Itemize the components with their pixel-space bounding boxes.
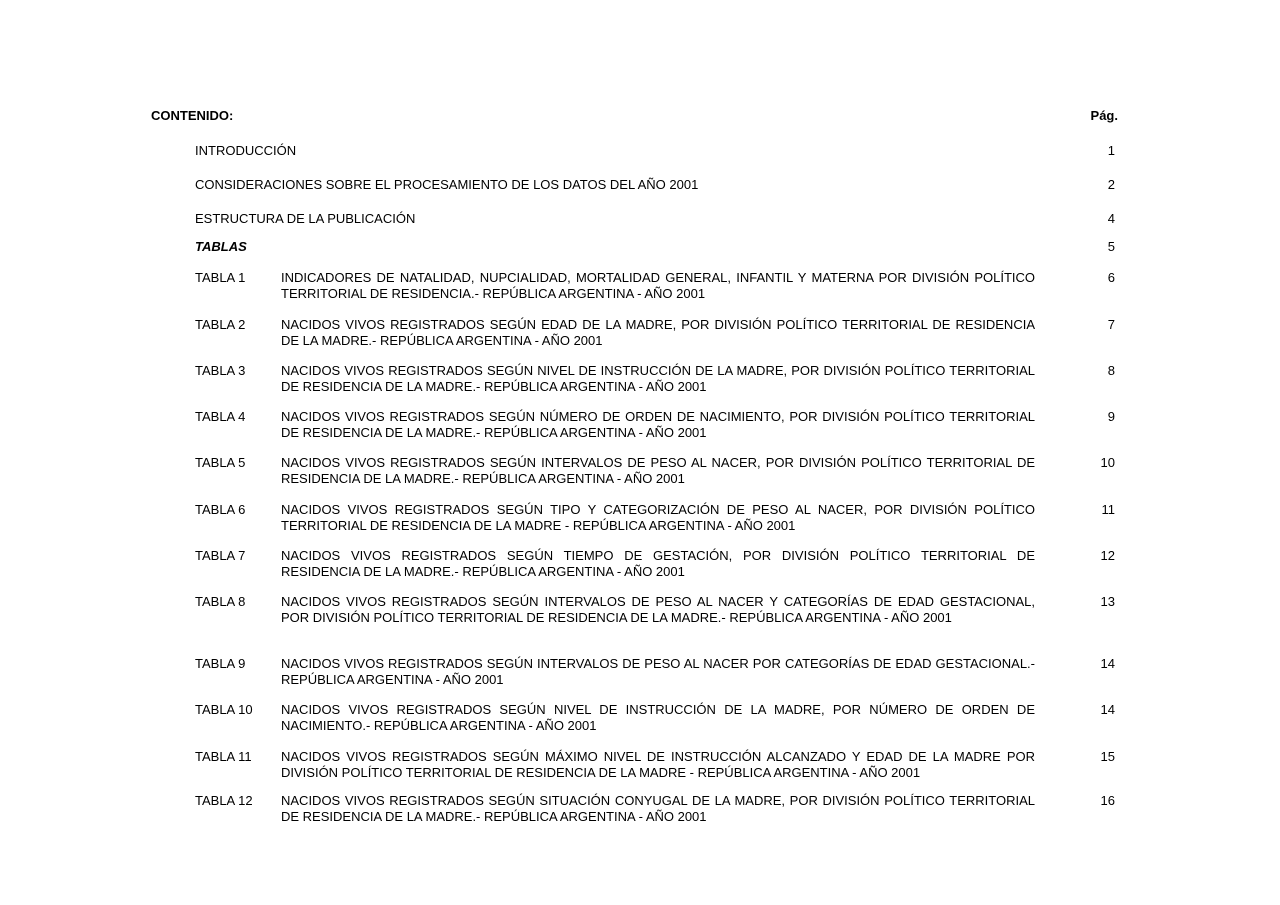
table-number: TABLA 11 xyxy=(195,749,252,764)
table-number: TABLA 9 xyxy=(195,656,246,671)
toc-entry-page: 8 xyxy=(1107,363,1115,378)
toc-entry-label: ESTRUCTURA DE LA PUBLICACIÓN xyxy=(195,211,416,226)
table-description: NACIDOS VIVOS REGISTRADOS SEGÚN TIPO Y CATEGORIZACIÓN DE PESO AL NACER, POR DIVISIÓN POLÍTICO TERRITORIAL DE RESIDENCIA DE LA MADRE - REPÚBLICA ARGENTINA - AÑO 2001 xyxy=(281,502,1035,533)
table-number: TABLA 10 xyxy=(195,702,253,717)
table-description: NACIDOS VIVOS REGISTRADOS SEGÚN EDAD DE LA MADRE, POR DIVISIÓN POLÍTICO TERRITORIAL DE RESIDENCIA DE LA MADRE.- REPÚBLICA ARGENTINA - AÑO 2001 xyxy=(281,317,1035,348)
table-description: NACIDOS VIVOS REGISTRADOS SEGÚN NIVEL DE INSTRUCCIÓN DE LA MADRE, POR NÚMERO DE ORDEN DE NACIMIENTO.- REPÚBLICA ARGENTINA - AÑO 2001 xyxy=(281,702,1035,733)
toc-entry-page: 9 xyxy=(1107,409,1115,424)
toc-entry-page: 2 xyxy=(1107,177,1115,192)
table-description: NACIDOS VIVOS REGISTRADOS SEGÚN TIEMPO DE GESTACIÓN, POR DIVISIÓN POLÍTICO TERRITORIAL DE RESIDENCIA DE LA MADRE.- REPÚBLICA ARGENTINA - AÑO 2001 xyxy=(281,548,1035,579)
table-description: NACIDOS VIVOS REGISTRADOS SEGÚN INTERVALOS DE PESO AL NACER Y CATEGORÍAS DE EDAD GESTACIONAL, POR DIVISIÓN POLÍTICO TERRITORIAL DE RESIDENCIA DE LA MADRE.- REPÚBLICA ARGENTINA - AÑO 2001 xyxy=(281,594,1035,625)
contents-heading: CONTENIDO: xyxy=(151,108,234,123)
toc-entry-page: 6 xyxy=(1107,270,1115,285)
table-description: NACIDOS VIVOS REGISTRADOS SEGÚN INTERVALOS DE PESO AL NACER POR CATEGORÍAS DE EDAD GESTACIONAL.- REPÚBLICA ARGENTINA - AÑO 2001 xyxy=(281,656,1035,687)
toc-entry-label: CONSIDERACIONES SOBRE EL PROCESAMIENTO DE LOS DATOS DEL AÑO 2001 xyxy=(195,177,699,192)
toc-entry-page: 1 xyxy=(1107,143,1115,158)
table-description: NACIDOS VIVOS REGISTRADOS SEGÚN NÚMERO DE ORDEN DE NACIMIENTO, POR DIVISIÓN POLÍTICO TERRITORIAL DE RESIDENCIA DE LA MADRE.- REPÚBLICA ARGENTINA - AÑO 2001 xyxy=(281,409,1035,440)
toc-entry-label: INTRODUCCIÓN xyxy=(195,143,297,158)
table-number: TABLA 12 xyxy=(195,793,253,808)
table-description: NACIDOS VIVOS REGISTRADOS SEGÚN INTERVALOS DE PESO AL NACER, POR DIVISIÓN POLÍTICO TERRITORIAL DE RESIDENCIA DE LA MADRE.- REPÚBLICA ARGENTINA - AÑO 2001 xyxy=(281,455,1035,486)
toc-entry-page: 10 xyxy=(1100,455,1115,470)
table-number: TABLA 3 xyxy=(195,363,246,378)
table-number: TABLA 7 xyxy=(195,548,246,563)
toc-entry-page: 7 xyxy=(1107,317,1115,332)
table-number: TABLA 5 xyxy=(195,455,246,470)
toc-entry-page: 14 xyxy=(1100,702,1115,717)
toc-entry-page: 4 xyxy=(1107,211,1115,226)
toc-entry-label: TABLAS xyxy=(195,239,247,254)
toc-entry-page: 16 xyxy=(1100,793,1115,808)
toc-entry-page: 11 xyxy=(1101,502,1115,517)
toc-entry-page: 12 xyxy=(1100,548,1115,563)
table-number: TABLA 4 xyxy=(195,409,246,424)
toc-entry-page: 5 xyxy=(1107,239,1115,254)
toc-entry-page: 15 xyxy=(1100,749,1115,764)
table-description: NACIDOS VIVOS REGISTRADOS SEGÚN MÁXIMO NIVEL DE INSTRUCCIÓN ALCANZADO Y EDAD DE LA MADRE POR DIVISIÓN POLÍTICO TERRITORIAL DE RESIDENCIA DE LA MADRE - REPÚBLICA ARGENTINA - AÑO 2001 xyxy=(281,749,1035,780)
table-description: NACIDOS VIVOS REGISTRADOS SEGÚN SITUACIÓN CONYUGAL DE LA MADRE, POR DIVISIÓN POLÍTICO TERRITORIAL DE RESIDENCIA DE LA MADRE.- REPÚBLICA ARGENTINA - AÑO 2001 xyxy=(281,793,1035,824)
table-number: TABLA 2 xyxy=(195,317,246,332)
table-number: TABLA 8 xyxy=(195,594,246,609)
table-number: TABLA 6 xyxy=(195,502,246,517)
toc-entry-page: 14 xyxy=(1100,656,1115,671)
page-column-heading: Pág. xyxy=(1090,108,1118,123)
toc-entry-page: 13 xyxy=(1100,594,1115,609)
table-description: NACIDOS VIVOS REGISTRADOS SEGÚN NIVEL DE INSTRUCCIÓN DE LA MADRE, POR DIVISIÓN POLÍTICO TERRITORIAL DE RESIDENCIA DE LA MADRE.- REPÚBLICA ARGENTINA - AÑO 2001 xyxy=(281,363,1035,394)
table-number: TABLA 1 xyxy=(195,270,246,285)
table-description: INDICADORES DE NATALIDAD, NUPCIALIDAD, MORTALIDAD GENERAL, INFANTIL Y MATERNA POR DIVISIÓN POLÍTICO TERRITORIAL DE RESIDENCIA.- REPÚBLICA ARGENTINA - AÑO 2001 xyxy=(281,270,1035,301)
